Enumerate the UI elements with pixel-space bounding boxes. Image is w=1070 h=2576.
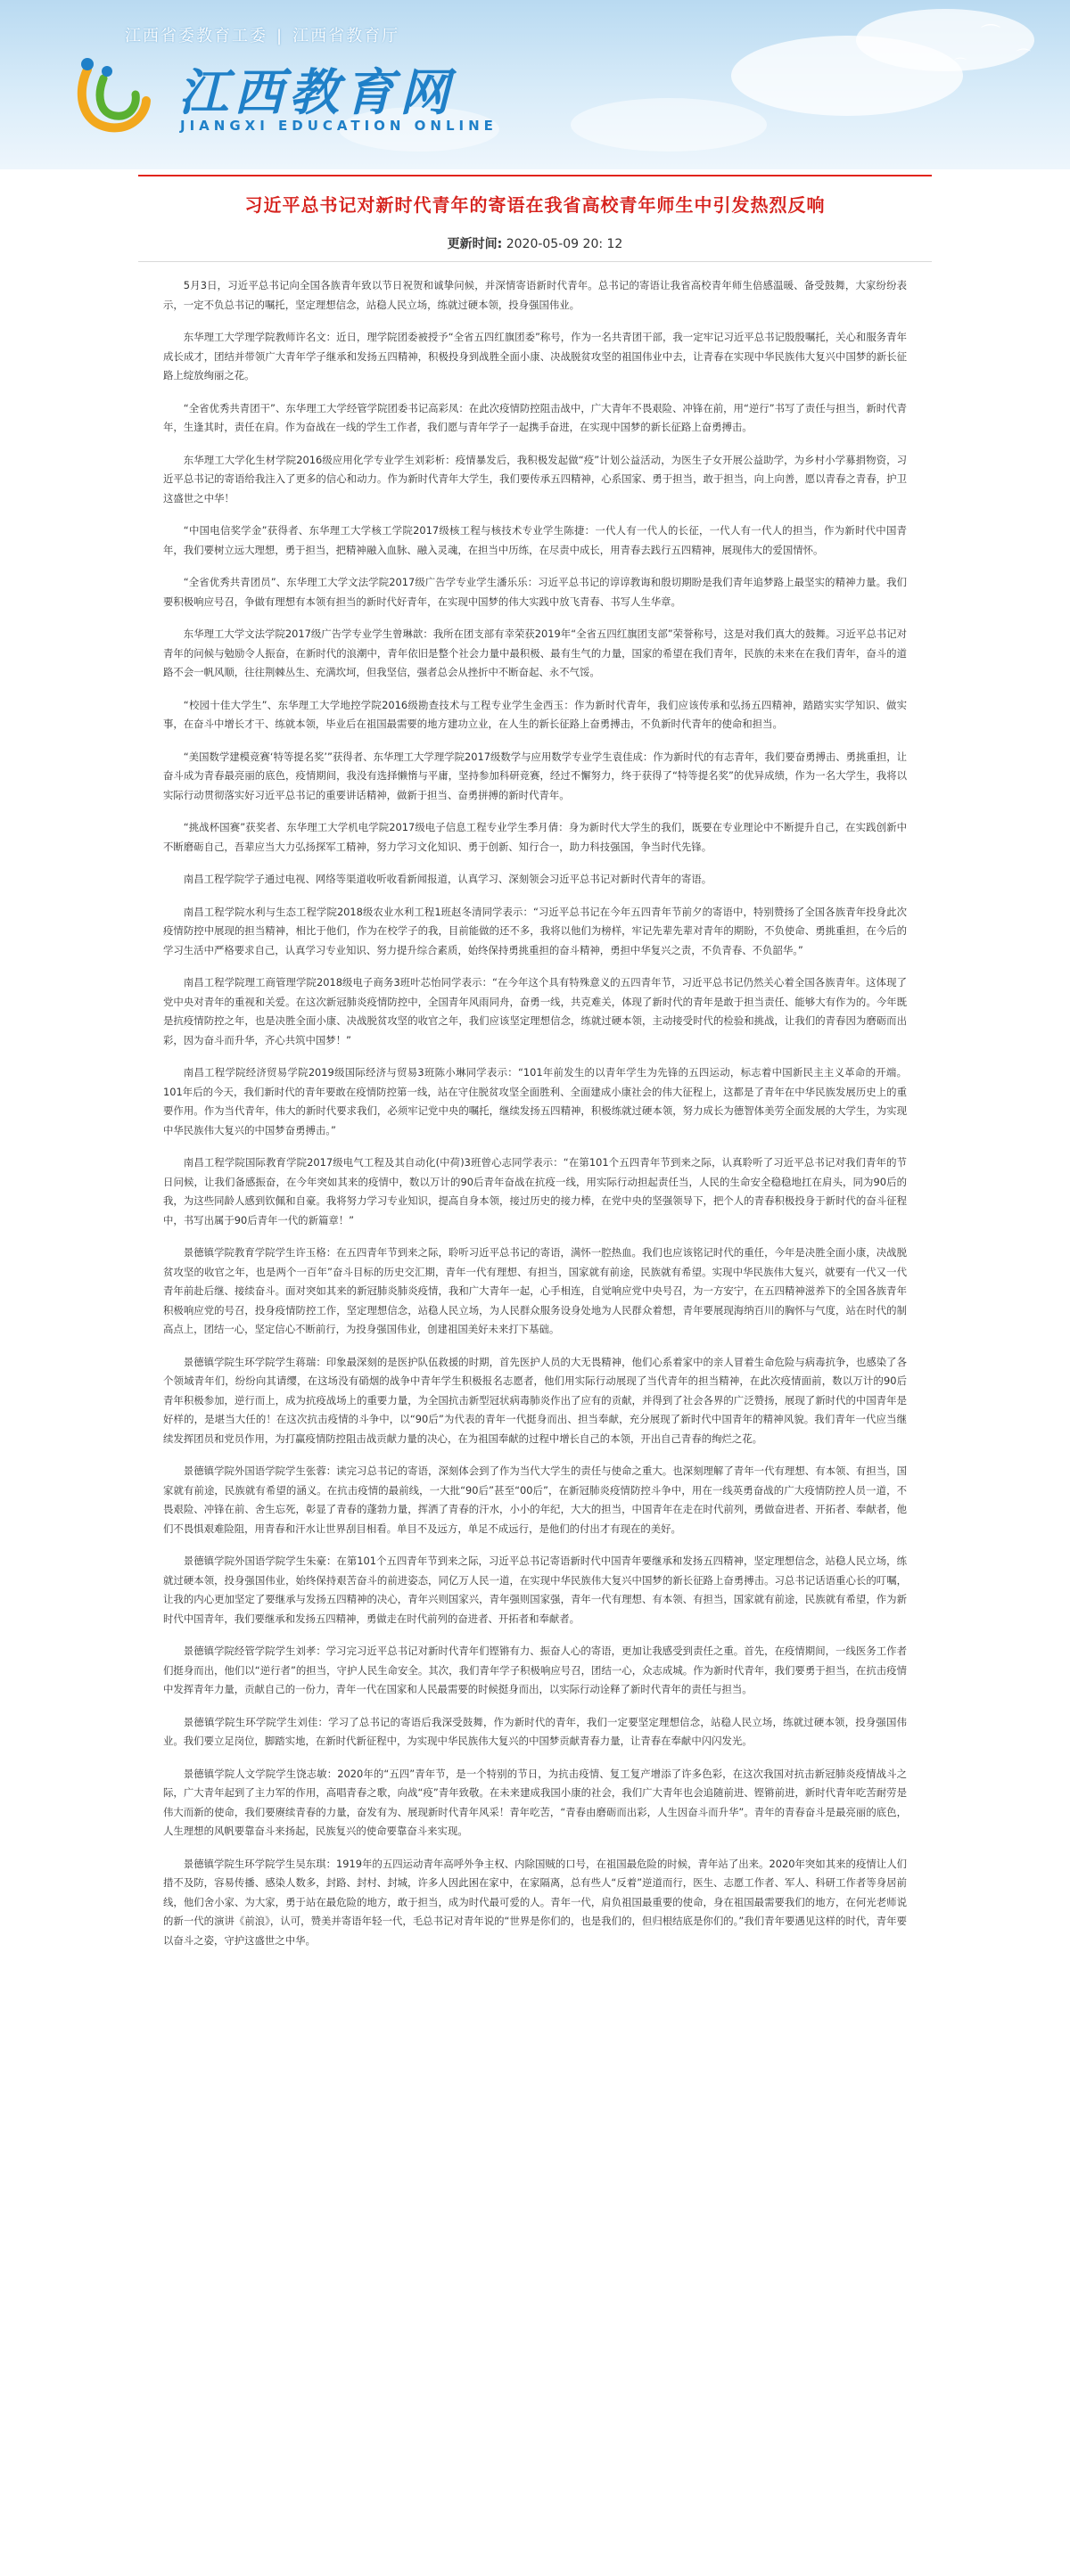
article-paragraph: 景德镇学院生环学院学生刘佳：学习了总书记的寄语后我深受鼓舞，作为新时代的青年，我们一定要坚定理想信念，站稳人民立场，练就过硬本领，投身强国伟业。我们要立足岗位，脚踏实地，在新时代新征程中，为实现中华民族伟大复兴的中国梦贡献青春力量，让青春在奉献中闪闪发光。: [163, 1715, 907, 1747]
article-paragraph: 东华理工大学理学院教师许名文：近日，理学院团委被授予“全省五四红旗团委”称号，作为一名共青团干部，我一定牢记习近平总书记殷殷嘱托，关心和服务青年成长成才，团结并带领广大青年学子继承和发扬五四精神，积极投身到战胜全面小康、决战脱贫攻坚的祖国伟业中去，让青春在实现中华民族伟大复兴中国梦的新长征路上绽放绚丽之花。: [163, 331, 907, 381]
article-paragraph: 5月3日，习近平总书记向全国各族青年致以节日祝贺和诚挚问候，并深情寄语新时代青年。总书记的寄语让我省高校青年师生倍感温暖、备受鼓舞，大家纷纷表示，一定不负总书记的嘱托，坚定理想信念，站稳人民立场，练就过硬本领，投身强国伟业。: [163, 279, 907, 311]
cloud-decoration: [856, 9, 1034, 71]
article-paragraph: 景德镇学院教育学院学生许玉格：在五四青年节到来之际，聆听习近平总书记的寄语，满怀一腔热血。我们也应该铭记时代的重任，今年是决胜全面小康，决战脱贫攻坚的收官之年，也是两个一百年”奋斗目标的历史交汇期，青年一代有理想、有担当，国家就有前途，民族就有希望。实现中华民族伟大复兴，就要有一代又一代青年前赴后继、接续奋斗。面对突如其来的新冠肺炎肺炎疫情，我和广大青年一起，心手相连，自觉响应党中央号召，为一方安宁，在五四精神滋养下的全国各族青年积极响应党的号召，投身疫情防控工作，坚定理想信念，站稳人民立场，为人民群众服务设身处地为人民群众着想，青年要展现海纳百川的胸怀与气度，站在时代的制高点上，团结一心，坚定信心不断前行，为投身强国伟业，创建祖国美好未来打下基础。: [163, 1246, 907, 1335]
article-paragraph: “美国数学建模竞赛‘特等提名奖’”获得者、东华理工大学理学院2017级数学与应用数学专业学生袁佳成：作为新时代的有志青年，我们要奋勇搏击、勇挑重担，让奋斗成为青春最亮丽的底色，疫情期间，我没有选择懒惰与平庸，坚持参加科研竞赛，经过不懈努力，终于获得了“特等提名奖”的优异成绩，作为一名大学生，我将以实际行动贯彻落实好习近平总书记的重要讲话精神，做新于担当、奋勇拼搏的新时代青年。: [163, 750, 908, 801]
update-time-line: [138, 234, 932, 252]
article-paragraph: 南昌工程学院经济贸易学院2019级国际经济与贸易3班陈小琳同学表示：“101年前发生的以青年学生为先锋的五四运动，标志着中国新民主主义革命的开端。101年后的今天，我们新时代的青年要敢在疫情防控第一线，站在守住脱贫攻坚全面胜利、全面建成小康社会的伟大征程上，这都是了青年在中华民族发展历史上的重要作用。作为当代青年，伟大的新时代要求我们，必须牢记党中央的嘱托，继续发扬五四精神，积极练就过硬本领，努力成长为德智体美劳全面发展的大学生，为实现中华民族伟大复兴的中国梦奋勇搏击。”: [163, 1066, 907, 1136]
article-paragraph: 东华理工大学化生材学院2016级应用化学专业学生刘彩析：疫情暴发后，我积极发起做“疫”计划公益活动，为医生子女开展公益助学，为乡村小学募捐物资，习近平总书记的寄语给我注入了更多的信心和动力。作为新时代青年大学生，我们要传承五四精神，心系国家、勇于担当，敢于担当，向上向善，愿以青春之青春，护卫这盛世之中华！: [163, 453, 907, 505]
article-paragraph: 景德镇学院经管学院学生刘孝：学习完习近平总书记对新时代青年们铿锵有力、振奋人心的寄语，更加让我感受到责任之重。首先，在疫情期间，一线医务工作者们挺身而出，他们以“逆行者”的担当，守护人民生命安全。其次，我们青年学子积极响应号召，团结一心，众志成城。作为新时代青年，我们要勇于担当，在抗击疫情中发挥青年力量，贡献自己的一份力，青年一代在国家和人民最需要的时候挺身而出，以实际行动诠释了新时代青年的责任与担当。: [163, 1645, 907, 1695]
update-time: 2020-05-09 20: 12: [506, 237, 623, 251]
article-paragraph: “全省优秀共青团干”、东华理工大学经管学院团委书记高彩凤：在此次疫情防控阻击战中，广大青年不畏艰险、冲锋在前，用“逆行”书写了责任与担当，新时代青年，生逢其时，责任在肩。作为奋战在一线的学生工作者，我们愿与青年学子一起携手奋进，在实现中国梦的新长征路上奋勇搏击。: [163, 401, 907, 433]
article-paragraph: 南昌工程学院理工商管理学院2018级电子商务3班叶芯怡同学表示：“在今年这个具有特殊意义的五四青年节，习近平总书记仍然关心着全国各族青年。这体现了党中央对青年的重视和关爱。在这次新冠肺炎疫情防控中，全国青年风雨同舟，奋勇一线，共克难关，体现了新时代的青年是敢于担当责任、能够大有作为的。今年既是抗疫情防控之年，也是决胜全面小康、决战脱贫攻坚的收官之年，我们应该坚定理想信念，练就过硬本领，主动接受时代的检验和挑战，让我们的青春因为磨砺而出彩，因为奋斗而升华，齐心共筑中国梦！”: [163, 976, 907, 1046]
article-paragraph: 景德镇学院外国语学院学生张蓉：读完习总书记的寄语，深刻体会到了作为当代大学生的责任与使命之重大。也深刻理解了青年一代有理想、有本领、有担当，国家就有前途，民族就有希望的涵义。在抗击疫情的最前线，一大批“90后”甚至“00后”，在新冠肺炎疫情防控斗争中，用在一线英勇奋战的广大疫情防控人员一道，不畏艰险、冲锋在前、舍生忘死，彰显了青春的蓬勃力量，挥洒了青春的汗水，小小的年纪，大大的担当，中国青年在走在时代前列，勇做奋进者、开拓者、奉献者，他们不畏惧艰难险阻，用青春和汗水让世界刮目相看。单目不及远方，单足不成远行，是他们的付出才有现在的美好。: [163, 1464, 907, 1535]
article-paragraph: “中国电信奖学金”获得者、东华理工大学核工学院2017级核工程与核技术专业学生陈捷：一代人有一代人的长征，一代人有一代人的担当，作为新时代中国青年，我们要树立远大理想，勇于担当，把精神融入血脉、融入灵魂，在担当中历练，在尽责中成长，用青春去践行五四精神，展现伟大的爱国情怀。: [163, 524, 907, 556]
org-link-education-committee[interactable]: 江西省委教育工委: [125, 27, 268, 45]
org-links: 江西省委教育工委 | 江西省教育厅: [125, 27, 400, 45]
article-paragraph: 南昌工程学院学子通过电视、网络等渠道收听收看新闻报道，认真学习、深刻领会习近平总书记对新时代青年的寄语。: [183, 873, 712, 885]
article-paragraph: “校园十佳大学生”、东华理工大学地控学院2016级勘查技术与工程专业学生金西玉：作为新时代青年，我们应该传承和弘扬五四精神，踏踏实实学知识、做实事，在奋斗中增长才干、练就本领，毕业后在祖国最需要的地方建功立业，在人生的新长征路上奋勇搏击，不负新时代青年的使命和担当。: [163, 698, 907, 730]
article-paragraph: 南昌工程学院国际教育学院2017级电气工程及其自动化(中荷)3班曾心志同学表示：“在第101个五四青年节到来之际，认真聆听了习近平总书记对我们青年的节日问候，让我们备感振奋，在今年突如其来的疫情中，数以万计的90后青年奋战在抗疫一线，用实际行动担起责任当，人民的生命安全稳稳地扛在肩头，同为90后的我，为这些同龄人感到钦佩和自豪。我将努力学习专业知识，提高自身本领，接过历史的接力棒，在党中央的坚强领导下，把个人的青春积极投身于新时代的奋斗征程中，书写出属于90后青年一代的新篇章！”: [163, 1156, 907, 1226]
site-logo-icon[interactable]: [61, 52, 159, 141]
article-paragraph: 景德镇学院外国语学院学生朱豪：在第101个五四青年节到来之际，习近平总书记寄语新时代中国青年要继承和发扬五四精神，坚定理想信念，站稳人民立场，练就过硬本领，投身强国伟业，始终保持艰苦奋斗的前进姿态，同亿万人民一道，在实现中华民族伟大复兴中国梦的新长征路上奋勇搏击。习总书记话语重心长的叮嘱，让我的内心更加坚定了要继承与发扬五四精神的决心，青年兴则国家兴，青年强则国家强，青年一代有理想、有本领、有担当，国家就有前途，民族就有希望，作为新时代中国青年，我们要继承和发扬五四精神，勇做走在时代前列的奋进者、开拓者和奉献者。: [163, 1555, 907, 1625]
article-title: 习近平总书记对新时代青年的寄语在我省高校青年师生中引发热烈反响: [244, 194, 826, 216]
article-paragraph: 景德镇学院人文学院学生饶志敏：2020年的“五四”青年节，是一个特别的节日，为抗击疫情、复工复产增添了许多色彩，在这次我国对抗击新冠肺炎疫情战斗之际，广大青年起到了主力军的作用，高唱青春之歌，向战“疫”青年致敬。在未来建成我国小康的社会，我们广大青年也会追随前进、铿锵前进，新时代青年吃苦耐劳是伟大而新的使命，我们要赓续青春的力量，奋发有为、展现新时代青年风采！青年吃苦，“青春由磨砺而出彩，人生因奋斗而升华”。青年的青春奋斗是最亮丽的底色，人生理想的风帆要靠奋斗来扬起，民族复兴的使命要靠奋斗来实现。: [163, 1767, 907, 1837]
article-paragraph: 南昌工程学院水利与生态工程学院2018级农业水利工程1班赵冬清同学表示：“习近平总书记在今年五四青年节前夕的寄语中，特别赞扬了全国各族青年投身此次疫情防控中展现的担当精神，相比于他们，作为在校学子的我，目前能做的还不多，我将以他们为榜样，牢记先辈先辈对青年的期盼，不负使命、勇挑重担，在今后的学习生活中严格要求自己，认真学习专业知识、努力提升综合素质，始终保持勇挑重担的奋斗精神，勇担中华复兴之责，不负青春、不负韶华。”: [163, 905, 907, 956]
bird-icon: ⌒: [981, 24, 1001, 46]
article-body: [138, 276, 932, 1950]
bird-icon: ⌒: [954, 58, 967, 72]
site-name[interactable]: 江西教育网: [178, 63, 455, 122]
article-container: [138, 175, 932, 1964]
site-header: [0, 0, 1070, 169]
org-link-education-department[interactable]: 江西省教育厅: [292, 27, 400, 45]
meta-divider: [138, 261, 932, 262]
title-divider: [138, 175, 932, 176]
article-paragraph: 景德镇学院生环学院学生蒋瑞：印象最深刻的是医护队伍救援的时期，首先医护人员的大无畏精神，他们心系着家中的亲人冒着生命危险与病毒抗争，也感染了各个领域青年们，纷纷向其请缨，在这场没有硝烟的战争中青年学生积极报名志愿者，他们用实际行动展现了当代青年的担当精神，在此次疫情面前，数以万计的90后青年积极参加，逆行而上，成为抗疫战场上的重要力量，为全国抗击新型冠状病毒肺炎作出了应有的贡献，并得到了社会各界的广泛赞扬，展现了新时代的中国青年是好样的，是堪当大任的！在这次抗击疫情的斗争中，以“90后”为代表的青年一代挺身而出、担当奉献，充分展现了新时代中国青年的精神风貌。我们青年一代应当继续发挥团员和党员作用，为打赢疫情防控阻击战贡献力量的决心，在为祖国奉献的过程中增长自己的本领，开出自己青春的绚烂之花。: [163, 1355, 907, 1445]
article-paragraph: 景德镇学院生环学院学生吴东琪：1919年的五四运动青年高呼外争主权、内除国贼的口号，在祖国最危险的时候，青年站了出来。2020年突如其来的疫情让人们措不及防，容易传播、感染人数多，封路、封村、封城，许多人因此困在家中，在家隔离，总有些人“反着”逆道而行，医生、志愿工作者、军人、科研工作者等身居前线，他们舍小家、为大家，勇于站在最危险的地方，敢于担当，成为时代最可爱的人。青年一代，肩负祖国最重要的使命，身在祖国最需要我们的地方，在何光老师说的新一代的演讲《前浪》，认可，赞美并寄语年轻一代，毛总书记对青年说的“世界是你们的，也是我们的，但归根结底是你们的。”我们青年要遇见这样的时代，青年要以奋斗之姿，守护这盛世之中华。: [163, 1857, 907, 1947]
update-label: 更新时间:: [447, 237, 503, 251]
site-name-en: JIANGXI EDUCATION ONLINE: [180, 118, 498, 134]
article-paragraph: “全省优秀共青团员”、东华理工大学文法学院2017级广告学专业学生潘乐乐：习近平总书记的谆谆教诲和殷切期盼是我们青年追梦路上最坚实的精神力量。我们要积极响应号召，争做有理想有本领有担当的新时代好青年，在实现中国梦的伟大实践中放飞青春、书写人生华章。: [163, 576, 907, 608]
article-paragraph: 东华理工大学文法学院2017级广告学专业学生曾琳歆：我所在团支部有幸荣获2019年“全省五四红旗团支部”荣誉称号，这是对我们真大的鼓舞。习近平总书记对青年的问候与勉励令人振奋，在新时代的浪潮中，青年依旧是整个社会力量中最积极、最有生气的力量，国家的希望在我们青年，民族的未来在在我们青年，奋斗的道路不会一帆风顺，往往荆棘丛生、充满坎坷，但我坚信，强者总会从挫折中不断奋起、永不气馁。: [163, 628, 907, 678]
article-paragraph: “挑战杯国赛”获奖者、东华理工大学机电学院2017级电子信息工程专业学生季月倩：身为新时代大学生的我们，既要在专业理论中不断提升自己，在实践创新中不断磨砺自己，吾辈应当大力弘扬探军工精神，努力学习文化知识、勇于创新、知行合一，助力科技强国，争当时代先锋。: [163, 821, 907, 853]
bird-icon: ⌒: [1017, 47, 1032, 64]
cloud-decoration: [571, 98, 767, 152]
